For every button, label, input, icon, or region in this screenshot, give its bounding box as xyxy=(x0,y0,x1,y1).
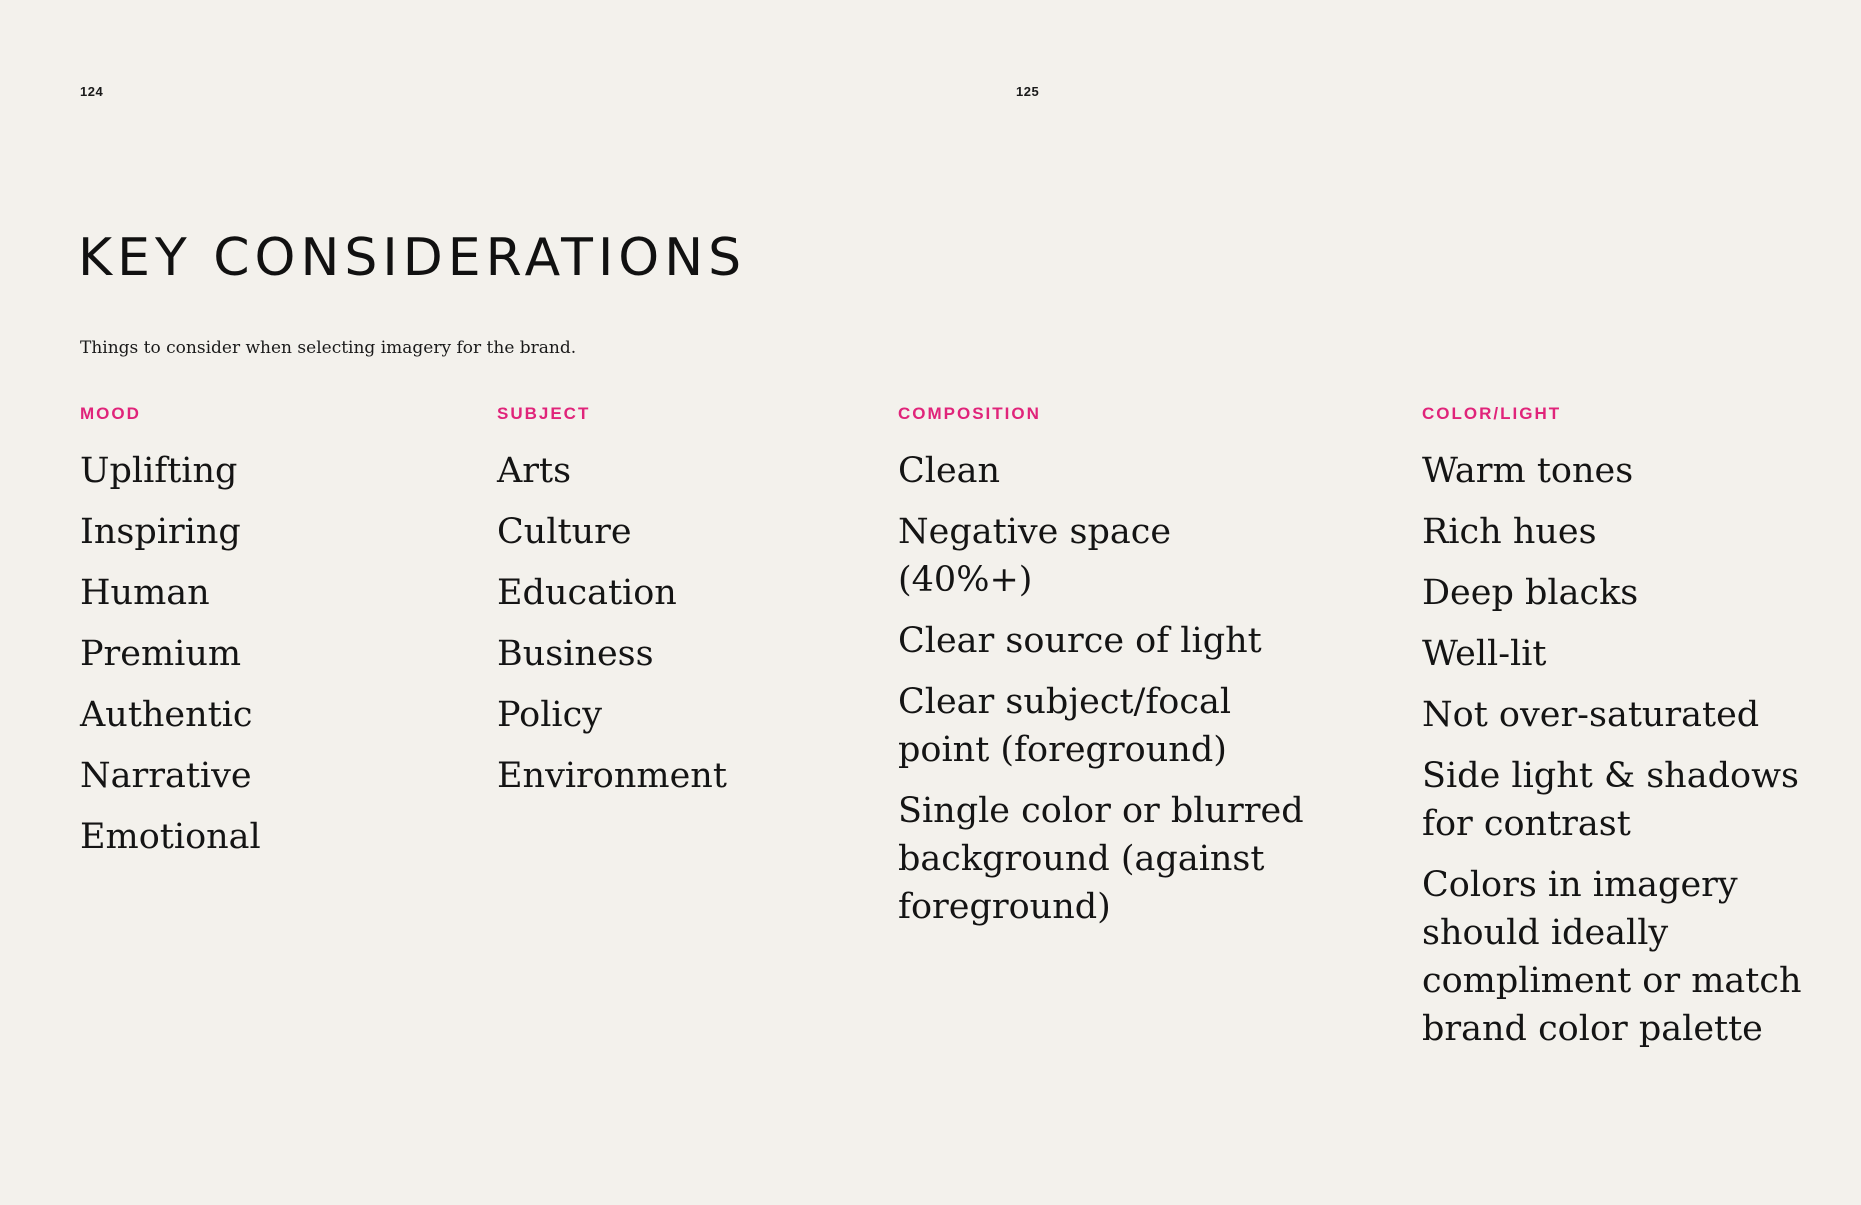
page-title: KEY CONSIDERATIONS xyxy=(78,228,747,288)
list-item: Side light & shadows for contrast xyxy=(1422,756,1799,844)
column-subject xyxy=(497,403,877,813)
column-color-light xyxy=(1422,403,1852,1066)
list-item: Clear subject/focal point (foreground) xyxy=(898,682,1232,770)
list-item: Authentic xyxy=(80,695,253,735)
list-color-light xyxy=(1422,447,1852,1053)
list-item: Policy xyxy=(497,695,602,735)
list-composition xyxy=(898,447,1398,931)
list-item: Arts xyxy=(497,451,572,491)
list-item: Inspiring xyxy=(80,512,241,552)
list-item: Well-lit xyxy=(1422,634,1547,674)
column-heading-mood: MOOD xyxy=(80,404,141,423)
list-item: Uplifting xyxy=(80,451,238,491)
list-item: Rich hues xyxy=(1422,512,1597,552)
list-subject xyxy=(497,447,877,800)
column-heading-composition: COMPOSITION xyxy=(898,404,1041,423)
column-heading-color-light: COLOR/LIGHT xyxy=(1422,404,1562,423)
list-item: Clean xyxy=(898,451,1001,491)
list-mood xyxy=(80,447,460,861)
list-item: Business xyxy=(497,634,654,674)
list-item: Environment xyxy=(497,756,727,796)
page-number-left: 124 xyxy=(80,84,104,99)
list-item: Clear source of light xyxy=(898,621,1262,661)
list-item: Human xyxy=(80,573,210,613)
list-item: Not over-saturated xyxy=(1422,695,1760,735)
column-heading-subject: SUBJECT xyxy=(497,404,591,423)
column-composition xyxy=(898,403,1398,944)
list-item: Single color or blurred background (against foreground) xyxy=(898,791,1304,927)
list-item: Emotional xyxy=(80,817,261,857)
list-item: Culture xyxy=(497,512,632,552)
page-subtitle: Things to consider when selecting imagery for the brand. xyxy=(80,338,577,358)
list-item: Deep blacks xyxy=(1422,573,1639,613)
list-item: Warm tones xyxy=(1422,451,1634,491)
list-item: Premium xyxy=(80,634,242,674)
list-item: Colors in imagery should ideally compliment or match brand color palette xyxy=(1422,865,1802,1049)
list-item: Education xyxy=(497,573,677,613)
page-number-right: 125 xyxy=(1016,84,1040,99)
list-item: Narrative xyxy=(80,756,252,796)
list-item: Negative space (40%+) xyxy=(898,512,1172,600)
column-mood xyxy=(80,403,460,874)
